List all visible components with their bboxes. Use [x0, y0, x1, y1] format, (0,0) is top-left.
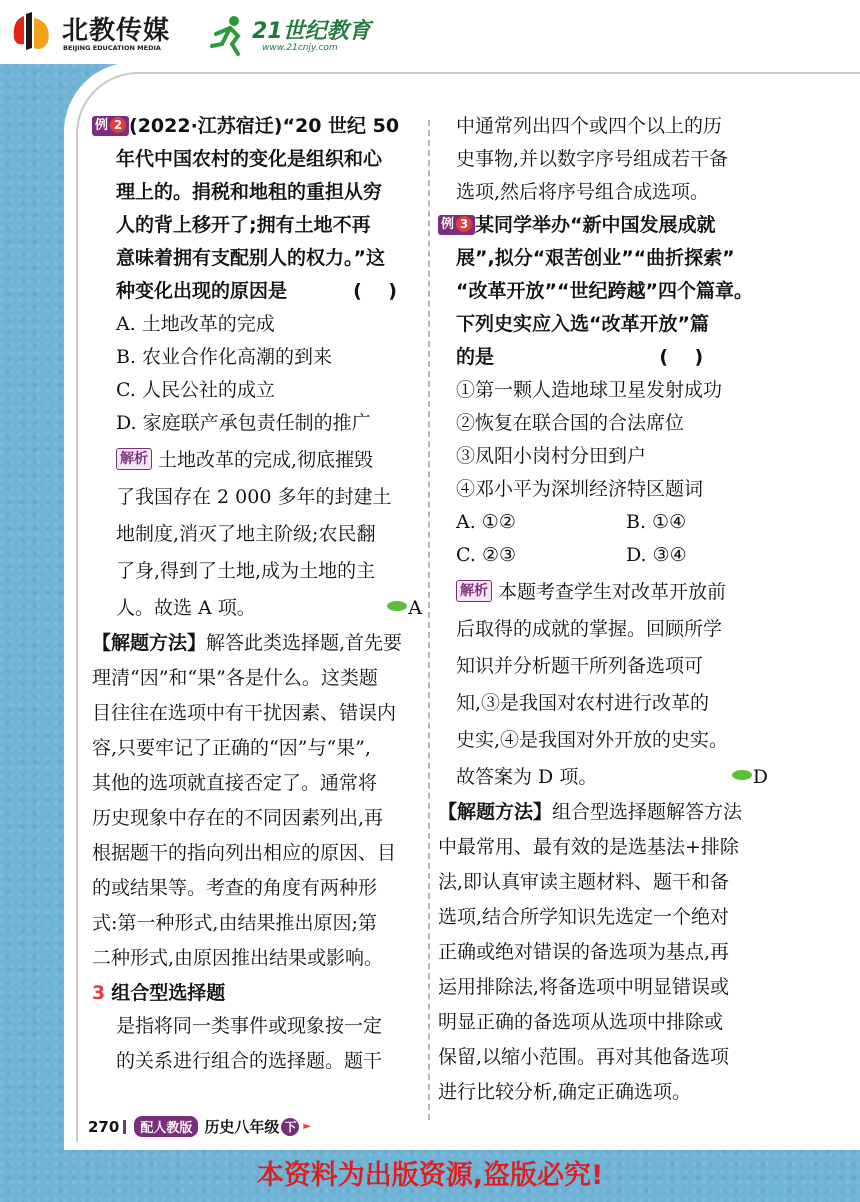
running-figure-icon — [208, 14, 248, 56]
beijing-education-logo-icon — [8, 8, 56, 56]
option-c: C. 人民公社的成立 — [116, 379, 275, 401]
jiexi-line: 史实,④是我国对外开放的史实。 — [456, 729, 729, 751]
method-2-line: 正确或绝对错误的备选项为基点,再 — [438, 941, 730, 963]
item-1: ①第一颗人造地球卫星发射成功 — [456, 379, 723, 401]
method-1-line: 理清“因”和“果”各是什么。这类题 — [92, 667, 378, 689]
copyright-notice: 本资料为出版资源,盗版必究! — [256, 1160, 604, 1191]
option-row — [456, 539, 768, 572]
brand-url: www.21cnjy.com — [262, 43, 338, 53]
method-2-line: 进行比较分析,确定正确选项。 — [438, 1081, 692, 1103]
arrow-right-icon: ► — [303, 1121, 312, 1132]
example-3-line: “改革开放”“世纪跨越”四个篇章。 — [456, 280, 753, 302]
example-3-line: 的是 ( ) — [456, 346, 704, 368]
section-3-line: 是指将同一类事件或现象按一定 — [116, 1015, 383, 1037]
jiexi-tag: 解析 — [116, 448, 152, 470]
method-2-line: 保留,以缩小范围。再对其他备选项 — [438, 1046, 730, 1068]
option-b: B. ①④ — [626, 511, 687, 533]
example-3-line: 下列史实应入选“改革开放”篇 — [456, 313, 709, 335]
footer-bar — [123, 1120, 126, 1134]
example-3-tag: 例 3 — [438, 215, 475, 235]
example-2-line: 理上的。捐税和地租的重担从穷 — [116, 181, 383, 203]
jiexi-line: 了我国存在 2 000 多年的封建土 — [116, 486, 392, 508]
subject-label: 历史八年级 — [204, 1118, 280, 1136]
option-d: D. 家庭联产承包责任制的推广 — [116, 412, 371, 434]
method-1-line: 式:第一种形式,由结果推出原因;第 — [92, 912, 377, 934]
answer: D — [731, 761, 768, 794]
intro-line: 中通常列出四个或四个以上的历 — [456, 115, 723, 137]
option-d: D. ③④ — [626, 544, 687, 566]
page-footer — [88, 1116, 311, 1137]
jiexi-line: 知,③是我国对农村进行改革的 — [456, 692, 710, 714]
example-2-line: 年代中国农村的变化是组织和心 — [116, 148, 383, 170]
method-2-line: 明显正确的备选项从选项中排除或 — [438, 1011, 724, 1033]
option-c: C. ②③ — [456, 544, 517, 566]
method-2-line: 【解题方法】组合型选择题解答方法 — [438, 801, 743, 823]
jiexi-line: 解析 本题考查学生对改革开放前 — [456, 576, 768, 609]
option-a: A. 土地改革的完成 — [116, 313, 275, 335]
edition-badge: 配人教版 — [134, 1116, 198, 1137]
jiexi-line: 后取得的成就的掌握。回顾所学 — [456, 618, 723, 640]
method-2-line: 中最常用、最有效的是选基法+排除 — [438, 836, 739, 858]
method-2-line: 法,即认真审读主题材料、题干和备 — [438, 871, 730, 893]
method-1-line: 其他的选项就直接否定了。通常将 — [92, 772, 378, 794]
method-1-line: 历史现象中存在的不同因素列出,再 — [92, 807, 384, 829]
header-bar — [0, 0, 860, 64]
item-3: ③凤阳小岗村分田到户 — [456, 445, 647, 467]
method-2-line: 选项,结合所学知识先选定一个绝对 — [438, 906, 730, 928]
example-2-line-1: 例 2 (2022·江苏宿迁)“20 世纪 50 — [92, 110, 422, 143]
volume-badge: 下 — [281, 1118, 299, 1136]
jiexi-line: 了身,得到了土地,成为土地的主 — [116, 560, 376, 582]
brand-name: 北教传媒 — [62, 16, 171, 46]
option-row — [456, 506, 768, 539]
example-2-tag: 例 2 — [92, 116, 129, 136]
intro-line: 史事物,并以数字序号组成若干备 — [456, 148, 729, 170]
option-b: B. 农业合作化高潮的到来 — [116, 346, 333, 368]
jiexi-line: 人。故选 A 项。 A — [116, 592, 422, 625]
example-3-line-1: 例 3 某同学举办“新中国发展成就 — [438, 209, 768, 242]
jiexi-line: 故答案为 D 项。 D — [456, 761, 768, 794]
section-3-line: 的关系进行组合的选择题。题干 — [116, 1050, 383, 1072]
example-2-line: 意味着拥有支配别人的权力。”这 — [116, 247, 385, 269]
method-1-line: 根据题干的指向列出相应的原因、目 — [92, 842, 397, 864]
method-1-line: 【解题方法】解答此类选择题,首先要 — [92, 632, 403, 654]
intro-line: 选项,然后将序号组合成选项。 — [456, 181, 710, 203]
method-1-line: 的或结果等。考查的角度有两种形 — [92, 877, 378, 899]
example-2-line: 人的背上移开了;拥有土地不再 — [116, 214, 371, 236]
method-1-line: 二种形式,由原因推出结果或影响。 — [92, 947, 384, 969]
section-3-heading: 3 组合型选择题 — [92, 982, 226, 1004]
method-1-line: 目往往在选项中有干扰因素、错误内 — [92, 702, 397, 724]
brand-english: BEIJING EDUCATION MEDIA — [63, 44, 161, 52]
method-1-line: 容,只要牢记了正确的“因”与“果”, — [92, 737, 371, 759]
left-column — [92, 110, 422, 1078]
item-2: ②恢复在联合国的合法席位 — [456, 412, 685, 434]
jiexi-line: 地制度,消灭了地主阶级;农民翻 — [116, 523, 376, 545]
leaf-icon — [731, 769, 753, 781]
example-2-line: 种变化出现的原因是 ( ) — [116, 280, 397, 302]
right-column — [438, 110, 768, 1109]
page-number: 270 — [88, 1117, 120, 1136]
jiexi-line: 知识并分析题干所列备选项可 — [456, 655, 704, 677]
brand-21: 21世纪教育 — [252, 19, 371, 44]
column-divider — [428, 120, 430, 1120]
item-4: ④邓小平为深圳经济特区题词 — [456, 478, 704, 500]
method-2-line: 运用排除法,将备选项中明显错误或 — [438, 976, 730, 998]
leaf-icon — [386, 600, 408, 612]
jiexi-tag: 解析 — [456, 580, 492, 602]
answer: A — [386, 592, 422, 625]
option-a: A. ①② — [456, 511, 516, 533]
jiexi-line: 解析 土地改革的完成,彻底摧毁 — [116, 444, 422, 477]
example-3-line: 展”,拟分“艰苦创业”“曲折探索” — [456, 247, 735, 269]
